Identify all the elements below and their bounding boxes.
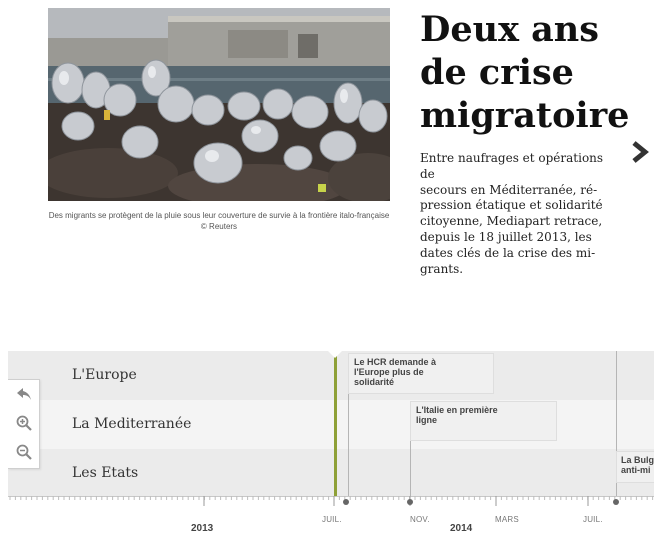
- event-line-text: La Bulg: [621, 455, 654, 465]
- timeline-event-bulgarie[interactable]: [616, 451, 654, 483]
- month-label: JUIL.: [583, 515, 603, 524]
- back-arrow-icon: [16, 387, 32, 401]
- band-label: La Mediterranée: [72, 416, 192, 432]
- lede-line: pression étatique et solidarité: [420, 198, 603, 213]
- month-label: NOV.: [410, 515, 430, 524]
- band-europe: [8, 351, 654, 400]
- lede-line: citoyenne, Mediapart retrace,: [420, 214, 603, 229]
- event-line-text: Le HCR demande à: [354, 357, 437, 367]
- time-axis[interactable]: [8, 496, 654, 541]
- zoom-out-icon: [16, 444, 32, 460]
- lede-line: grants.: [420, 261, 464, 276]
- zoom-in-button[interactable]: [14, 413, 34, 433]
- band-mediterranee: [8, 400, 654, 449]
- band-etats: [8, 449, 654, 498]
- photo-caption: Des migrants se protègent de la pluie sous leur couverture de survie à la frontière italo-française © Reuters: [48, 211, 390, 231]
- year-label: 2014: [450, 523, 473, 534]
- event-dot: [613, 499, 619, 505]
- headline-line: Deux ans: [420, 9, 599, 50]
- timeline-event-hcr[interactable]: [348, 353, 494, 394]
- slide-photo: [48, 8, 390, 201]
- timeline[interactable]: [8, 351, 654, 541]
- lede-line: Entre naufrages et opérations de: [420, 151, 604, 181]
- back-to-start-button[interactable]: [14, 384, 34, 404]
- month-label: MARS: [495, 515, 519, 524]
- month-label: JUIL.: [322, 515, 342, 524]
- migrants-photo-illustration: [48, 8, 390, 201]
- event-line-text: L'Italie en première: [416, 405, 498, 415]
- event-line-text: l'Europe plus de: [354, 367, 424, 377]
- headline-line: migratoire: [420, 95, 630, 136]
- zoom-in-icon: [16, 415, 32, 431]
- year-label: 2013: [191, 523, 214, 534]
- lede-line: dates clés de la crise des mi-: [420, 245, 596, 260]
- event-line-text: solidarité: [354, 377, 395, 387]
- chevron-right-icon: [630, 140, 650, 164]
- marker-notch: [328, 351, 342, 358]
- timeline-current-marker: [334, 355, 337, 496]
- event-dot: [343, 499, 349, 505]
- event-line-text: ligne: [416, 415, 438, 425]
- timeline-toolbar: [8, 379, 40, 469]
- axis-ticks: [8, 496, 654, 506]
- event-line: [410, 439, 411, 499]
- event-dot: [407, 499, 413, 505]
- band-label: L'Europe: [72, 367, 137, 383]
- band-label: Les Etats: [72, 465, 139, 481]
- zoom-out-button[interactable]: [14, 442, 34, 462]
- headline-line: de crise: [420, 52, 574, 93]
- next-slide-button[interactable]: [628, 138, 652, 166]
- timeline-event-italie[interactable]: [410, 401, 557, 441]
- lede-paragraph: [420, 151, 620, 277]
- event-line: [348, 391, 349, 499]
- headline: [420, 8, 640, 137]
- lede-line: secours en Méditerranée, ré-: [420, 182, 598, 197]
- event-line-text: anti-mi: [621, 465, 651, 475]
- lede-line: depuis le 18 juillet 2013, les: [420, 229, 592, 244]
